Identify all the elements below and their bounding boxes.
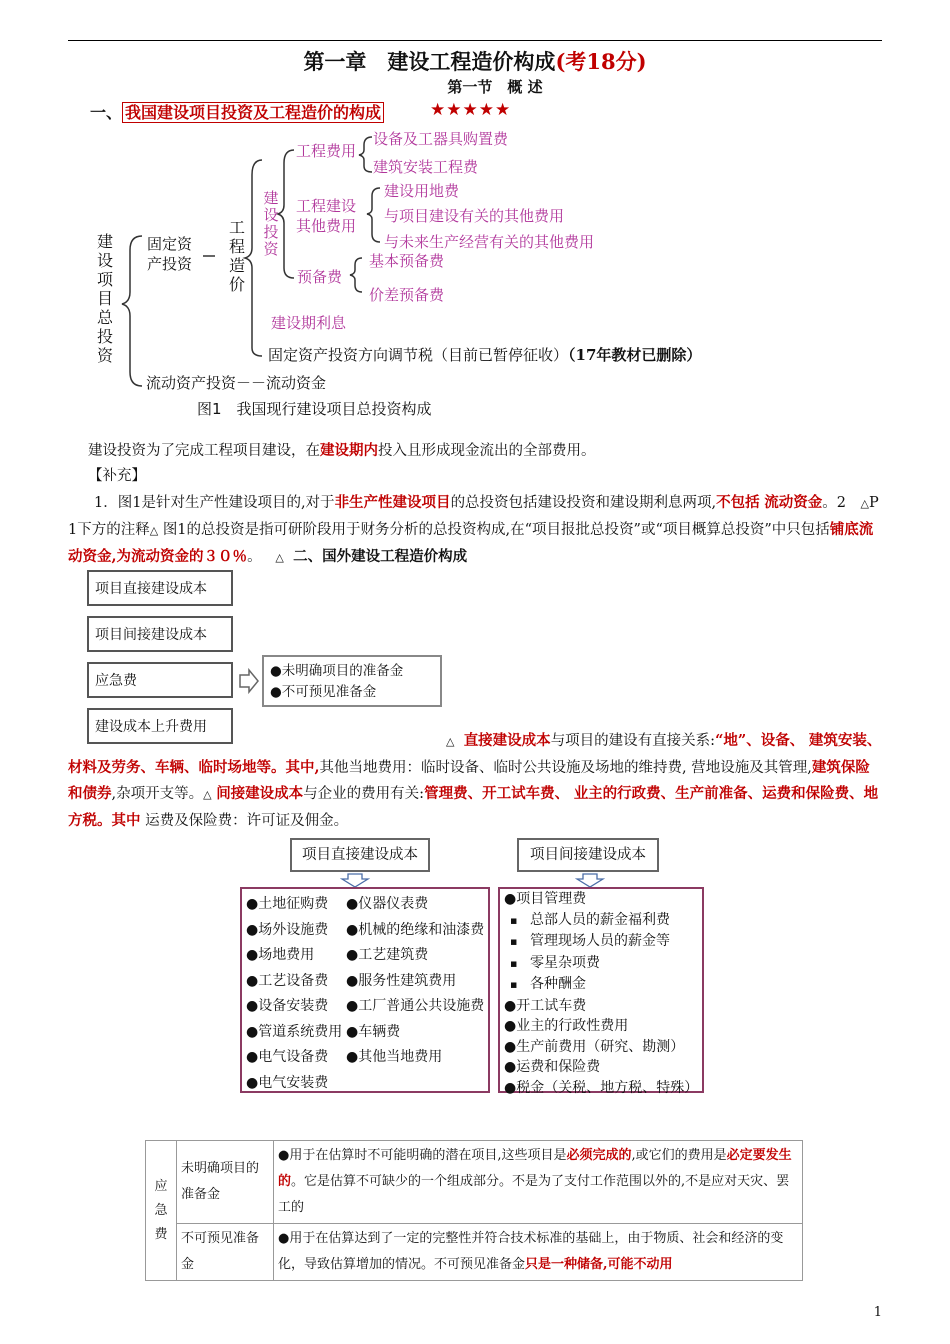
contingency-group-cell: 应急费 <box>146 1141 177 1281</box>
unidentified-reserve-item: ●未明确项目的准备金 <box>270 663 404 679</box>
list-item-text: 运费和保险费 <box>516 1059 601 1075</box>
list-item <box>504 889 698 910</box>
heading-2: 二、国外建设工程造价构成 <box>293 548 468 565</box>
equipment-fee-label: 设备及工器具购置费 <box>373 130 509 148</box>
list-item: ●场地费用 <box>246 947 315 963</box>
list-item: ●场外设施费 <box>246 921 329 938</box>
p1-text-a: 建设投资为了完成工程项目建设，在 <box>88 443 320 459</box>
bullet: ● <box>504 1079 517 1096</box>
install-fee-label: 建筑安装工程费 <box>373 158 479 176</box>
p3-a: 直接建设成本 <box>463 732 551 749</box>
contingency-detail-box <box>262 655 442 707</box>
row1-c: ,或它们的费用是 <box>631 1148 727 1163</box>
list-item-text: 各种酬金 <box>530 976 586 992</box>
triangle-icon: △ <box>446 735 455 748</box>
p3-m: 运费及保险费：许可证及佣金。 <box>145 813 349 829</box>
row1-d: 必定要发生的 <box>278 1148 792 1189</box>
supplement-label: 【补充】 <box>88 468 146 484</box>
p2-e: 流动资金 <box>764 494 823 511</box>
down-arrow-icon <box>575 873 605 888</box>
contingency-table <box>145 1140 803 1281</box>
importance-stars: ★★★★★ <box>430 100 512 120</box>
list-item: ●设备安装费 <box>246 998 329 1014</box>
list-item: ●电气安装费 <box>246 1074 329 1091</box>
paragraph-definition <box>88 438 596 464</box>
p2-j: 铺底流动资金,为流动资金的３０％ <box>68 521 874 565</box>
row2-b: 只是一种储备,可能不动用 <box>525 1257 673 1272</box>
current-asset-label: 流动资产投资－－流动资金 <box>146 374 327 392</box>
section-title: 第一节 概 述 <box>447 78 543 96</box>
p2-i: 资”或“项目概算总投资”中只包括 <box>619 522 830 538</box>
list-item: ●工厂普通公共设施费 <box>346 998 485 1014</box>
bullet: ▪ <box>510 935 518 948</box>
table-row <box>146 1141 803 1224</box>
bullet: ▪ <box>510 978 518 991</box>
list-item: ●土地征购费 <box>246 896 329 912</box>
list-item: ●车辆费 <box>346 1023 401 1040</box>
list-item: ●管道系统费用 <box>246 1023 343 1040</box>
row1-desc-cell <box>274 1141 803 1224</box>
row1-b: 必须完成的 <box>566 1148 632 1163</box>
basic-reserve-label: 基本预备费 <box>369 252 445 270</box>
tax-label <box>268 344 701 365</box>
p2-k: 。 <box>247 549 262 565</box>
future-related-fee-label: 与未来生产经营有关的其他费用 <box>384 233 595 251</box>
table-row <box>146 1224 803 1281</box>
triangle-icon: △ <box>203 788 212 801</box>
list-item: ●仪器仪表费 <box>346 896 429 912</box>
bullet: ● <box>504 891 517 907</box>
root-label: 建设项目总投资 <box>96 232 113 365</box>
paragraph-supplement <box>68 490 882 571</box>
p1-highlight: 建设期内 <box>320 442 378 459</box>
bullet: ▪ <box>510 956 518 970</box>
list-item-text: 零星杂项费 <box>530 954 600 971</box>
p2-f: 。2 <box>822 495 861 511</box>
fixed-asset-label: 固定资产投资 <box>147 235 193 273</box>
list-item: ●工艺建筑费 <box>346 947 429 963</box>
triangle-icon: △ <box>860 497 869 510</box>
chapter-text: 第一章 建设工程造价构成 <box>303 49 556 74</box>
p2-g: P 1下方的注释 <box>68 495 879 538</box>
row1-name-cell: 未明确项目的准备金 <box>177 1141 274 1224</box>
list-item <box>504 910 698 932</box>
list-item-text: 业主的行政性费用 <box>516 1018 629 1034</box>
page-number: 1 <box>873 1305 882 1320</box>
tax-note: （17年教材已删除） <box>568 346 702 364</box>
row1-a: ●用于在估算时不可能明确的潜在项目,这些项目是 <box>278 1148 567 1163</box>
p2-b: 非生产性建设项目 <box>334 494 451 511</box>
indirect-cost-box: 项目间接建设成本 <box>87 616 233 652</box>
down-arrow-icon <box>340 873 370 888</box>
p3-d: 建筑安装、材料及劳务、车辆、临时场地等。其中, <box>68 732 882 776</box>
row1-e: 。它是估算不可缺少的一个组成部分。不是为了支付工作范围以外的,不是应对天灾、罢工的 <box>278 1174 790 1215</box>
list-item <box>504 931 698 953</box>
indirect-cost-title: 项目间接建设成本 <box>517 838 659 872</box>
chapter-score: (考18分) <box>555 49 647 74</box>
heading-number: 一、 <box>90 103 123 122</box>
list-item: ●工艺设备费 <box>246 972 329 989</box>
p3-k: 管理费、开工试车费、 <box>424 785 570 802</box>
list-item-text: 开工试车费 <box>516 997 587 1014</box>
p3-f: 营地设施及其管理, <box>691 760 812 776</box>
direct-cost-title: 项目直接建设成本 <box>290 838 430 872</box>
triangle-icon: △ <box>275 551 284 564</box>
p3-b: 与项目的建设有直接关系: <box>550 733 716 749</box>
list-item <box>504 1057 698 1078</box>
p3-e: 其他当地费用：临时设备、临时公共设施及场地的维持费, <box>319 760 687 776</box>
list-item-text: 生产前费用（研究、勘测） <box>516 1038 685 1055</box>
heading-text: 我国建设项目投资及工程造价的构成 <box>122 102 384 123</box>
direct-cost-right-column <box>346 892 484 1071</box>
direct-cost-list <box>240 887 490 1093</box>
indirect-cost-column <box>504 889 698 1098</box>
contingency-box: 应急费 <box>87 662 233 698</box>
list-item <box>504 1037 698 1058</box>
p2-c: 的总投资包括建设投资和建设期利息两项, <box>450 495 717 511</box>
p2-a: 1．图1是针对生产性建设项目的,对于 <box>94 495 335 511</box>
p2-h: 图1的总投资是指可研阶段用于财务分析的总投资构成,在“项目报批总投 <box>162 522 620 538</box>
direct-cost-left-column <box>246 892 342 1096</box>
price-reserve-label: 价差预备费 <box>369 286 445 304</box>
construction-investment-label: 建设投资 <box>263 189 279 258</box>
escalation-box: 建设成本上升费用 <box>87 708 233 744</box>
list-item: ●服务性建筑费用 <box>346 972 457 989</box>
bullet: ● <box>504 1018 517 1034</box>
list-item-text: 管理现场人员的薪金等 <box>530 933 670 949</box>
tax-text: 固定资产投资方向调节税（目前已暂停征收） <box>268 346 569 364</box>
unforeseeable-reserve-item: ●不可预见准备金 <box>270 684 377 700</box>
list-item-text: 税金（关税、地方税、特殊） <box>516 1079 699 1096</box>
bullet: ● <box>504 1038 517 1055</box>
p3-l: 业主的行政费、生产前准备、运费和保险费、地方税。其中 <box>68 785 879 829</box>
list-item <box>504 1016 698 1037</box>
list-item <box>504 1078 698 1099</box>
other-fee-label: 工程建设其他费用 <box>296 197 357 235</box>
list-item: ●电气设备费 <box>246 1049 329 1065</box>
reserve-label: 预备费 <box>297 268 343 286</box>
p3-i: 间接建设成本 <box>216 785 304 802</box>
list-item-text: 项目管理费 <box>516 891 587 907</box>
list-item <box>504 996 698 1017</box>
bullet: ● <box>504 1059 517 1075</box>
right-arrow-icon <box>238 668 260 694</box>
indirect-cost-list <box>498 887 704 1096</box>
list-item <box>504 974 698 996</box>
triangle-icon: △ <box>149 524 159 537</box>
paragraph-costs <box>68 728 882 834</box>
list-item: ●其他当地费用 <box>346 1049 443 1065</box>
row2-name-cell: 不可预见准备金 <box>177 1224 274 1281</box>
list-item: ●机械的绝缘和油漆费 <box>346 921 485 938</box>
project-related-fee-label: 与项目建设有关的其他费用 <box>384 207 565 225</box>
land-fee-label: 建设用地费 <box>384 182 460 200</box>
engineering-fee-label: 工程费用 <box>296 142 357 160</box>
p3-c: “地”、设备、 <box>715 732 805 749</box>
list-item <box>504 953 698 975</box>
p1-text-c: 投入且形成现金流出的全部费用。 <box>378 443 596 459</box>
p2-d: 不包括 <box>716 494 760 511</box>
p3-j: 与企业的费用有关: <box>303 786 425 802</box>
figure-caption: 图1 我国现行建设项目总投资构成 <box>197 400 432 418</box>
row2-a: ●用于在估算达到了一定的完整性并符合技术标准的基础上，由于物质、社会和经济的变化，导致估算增加的情况。不可预见准备金 <box>278 1231 784 1272</box>
list-item-text: 总部人员的薪金福利费 <box>530 911 670 928</box>
interest-label: 建设期利息 <box>271 314 347 332</box>
p3-h: ,杂项开支等。 <box>111 786 204 802</box>
engineering-cost-label: 工程造价 <box>228 218 245 294</box>
direct-cost-box: 项目直接建设成本 <box>87 570 233 606</box>
row2-desc-cell <box>274 1224 803 1281</box>
bullet: ▪ <box>510 913 518 927</box>
p3-g: 建筑保险和债券 <box>68 759 870 802</box>
bullet: ● <box>504 997 517 1014</box>
